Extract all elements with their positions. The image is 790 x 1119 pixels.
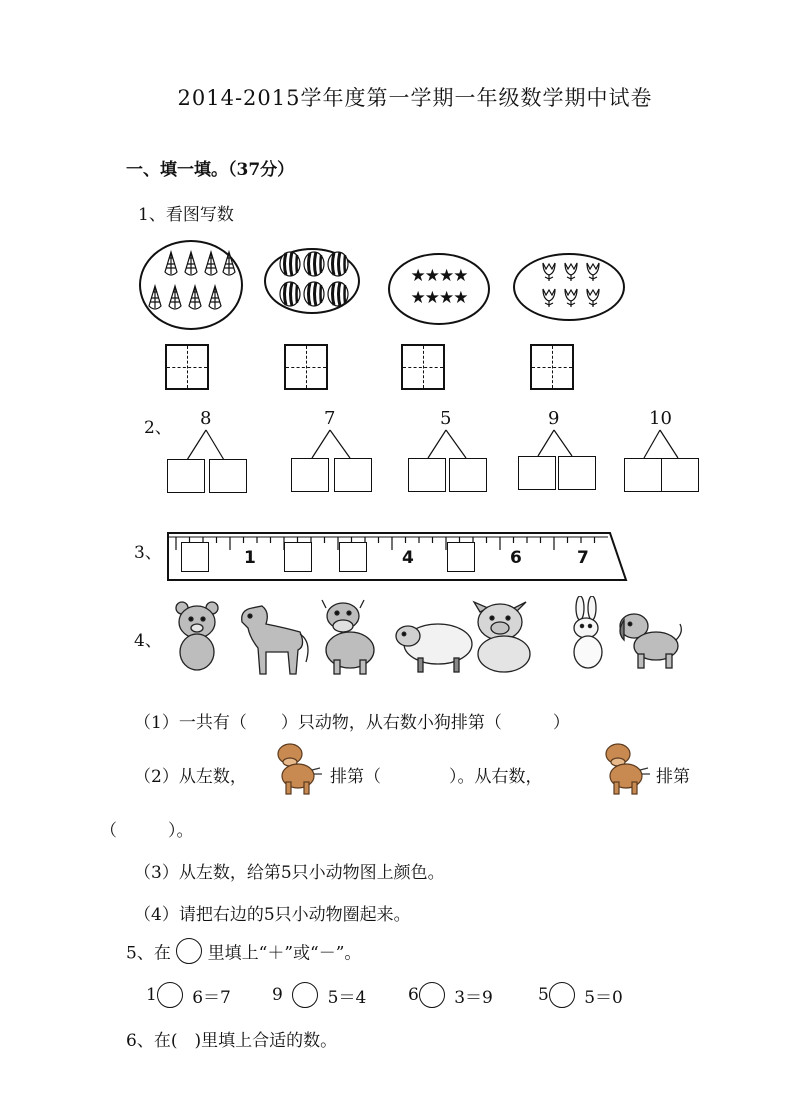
ruler-number: 7 bbox=[577, 548, 589, 568]
split-answer-box[interactable] bbox=[209, 459, 247, 493]
equation: 1 6＝7 bbox=[146, 982, 231, 1008]
pinecone-icon bbox=[223, 252, 235, 275]
question-1-label: 1、看图写数 bbox=[138, 205, 234, 225]
bear-icon bbox=[176, 602, 218, 670]
tulip-icon bbox=[543, 289, 555, 307]
ruler-answer-box[interactable] bbox=[447, 542, 475, 572]
question-4-sub-4: （4）请把右边的5只小动物圈起来。 bbox=[134, 905, 411, 925]
operator-blank[interactable] bbox=[549, 982, 575, 1008]
ruler-number: 4 bbox=[402, 548, 414, 568]
watermelon-icon bbox=[328, 282, 348, 306]
split-answer-box[interactable] bbox=[624, 458, 662, 492]
question-3-label: 3、 bbox=[134, 543, 162, 563]
question-4-sub-1: （1）一共有（ ）只动物，从右数小狗排第（ ） bbox=[134, 713, 570, 733]
operator-blank[interactable] bbox=[292, 982, 318, 1008]
split-number: 5 bbox=[440, 408, 452, 429]
sheep-icon bbox=[396, 624, 472, 672]
watermelon-icon bbox=[304, 282, 324, 306]
tulip-icon bbox=[515, 255, 623, 319]
split-answer-box[interactable] bbox=[449, 458, 487, 492]
watermelon-icon bbox=[280, 252, 300, 276]
dog-icon bbox=[620, 614, 681, 668]
tulip-icon bbox=[565, 289, 577, 307]
pig-icon bbox=[474, 602, 530, 672]
ruler-outline bbox=[164, 528, 630, 586]
answer-box-3[interactable] bbox=[401, 344, 445, 390]
watermelon-icon bbox=[328, 252, 348, 276]
equation: 9 5＝4 bbox=[272, 982, 366, 1008]
question-2-label: 2、 bbox=[144, 418, 172, 438]
picture-group-stars bbox=[388, 253, 490, 325]
split-answer-box[interactable] bbox=[408, 458, 446, 492]
split-number: 9 bbox=[548, 408, 560, 429]
watermelon-icon bbox=[304, 252, 324, 276]
split-answer-box[interactable] bbox=[661, 458, 699, 492]
pinecone-icon bbox=[165, 252, 177, 275]
number-split-area bbox=[160, 408, 720, 503]
pinecone-icon bbox=[189, 286, 201, 309]
split-answer-box[interactable] bbox=[334, 458, 372, 492]
equation: 6 3＝9 bbox=[408, 982, 493, 1008]
answer-box-4[interactable] bbox=[530, 344, 574, 390]
page-title: 2014-2015学年度第一学期一年级数学期中试卷 bbox=[177, 86, 653, 110]
animal-row bbox=[168, 596, 684, 676]
split-answer-box[interactable] bbox=[558, 456, 596, 490]
question-4-sub-2-middle: 排第（ ）。从右数， bbox=[330, 767, 543, 787]
operator-blank[interactable] bbox=[419, 982, 445, 1008]
operator-blank[interactable] bbox=[157, 982, 183, 1008]
split-answer-box[interactable] bbox=[291, 458, 329, 492]
question-4-sub-2-end: 排第 bbox=[656, 767, 690, 787]
ruler-answer-box[interactable] bbox=[339, 542, 367, 572]
equation: 5 5＝0 bbox=[538, 982, 623, 1008]
tulip-icon bbox=[587, 289, 599, 307]
tulip-icon bbox=[565, 263, 577, 281]
picture-group-watermelons bbox=[264, 248, 360, 314]
split-number: 8 bbox=[200, 408, 212, 429]
ruler-number: 6 bbox=[510, 548, 522, 568]
pinecone-icon bbox=[205, 252, 217, 275]
question-5-label: 5、在 里填上“＋”或“－”。 bbox=[126, 938, 361, 964]
split-number: 10 bbox=[649, 408, 672, 429]
picture-group-pinecones bbox=[139, 240, 243, 330]
question-4-sub-2-start: （2）从左数， bbox=[134, 767, 247, 787]
ruler-answer-box[interactable] bbox=[181, 542, 209, 572]
pinecone-icon bbox=[141, 242, 241, 328]
question-4-sub-2-answer: （ ）。 bbox=[100, 821, 194, 841]
question-4-sub-3: （3）从左数，给第5只小动物图上颜色。 bbox=[134, 863, 445, 883]
number-ruler bbox=[164, 528, 630, 586]
rabbit-icon bbox=[574, 596, 602, 668]
blank-circle-example bbox=[176, 938, 202, 964]
split-answer-box[interactable] bbox=[518, 456, 556, 490]
question-4-label: 4、 bbox=[134, 631, 162, 651]
pinecone-icon bbox=[169, 286, 181, 309]
picture-group-tulips bbox=[513, 253, 625, 321]
ruler-answer-box[interactable] bbox=[284, 542, 312, 572]
cow-icon bbox=[322, 600, 374, 674]
star-icon: ★★★★ ★★★★ bbox=[410, 266, 468, 308]
answer-box-2[interactable] bbox=[284, 344, 328, 390]
horse-icon bbox=[242, 606, 308, 674]
watermelon-icon bbox=[266, 250, 358, 312]
ruler-number: 1 bbox=[244, 548, 256, 568]
cow-icon bbox=[272, 740, 324, 796]
tulip-icon bbox=[543, 263, 555, 281]
split-number: 7 bbox=[324, 408, 336, 429]
tulip-icon bbox=[587, 263, 599, 281]
split-answer-box[interactable] bbox=[167, 459, 205, 493]
pinecone-icon bbox=[149, 286, 161, 309]
answer-box-1[interactable] bbox=[165, 344, 209, 390]
cow-icon bbox=[600, 740, 652, 796]
watermelon-icon bbox=[280, 282, 300, 306]
pinecone-icon bbox=[209, 286, 221, 309]
question-6-label: 6、在( )里填上合适的数。 bbox=[126, 1031, 338, 1051]
pinecone-icon bbox=[185, 252, 197, 275]
section-heading: 一、填一填。（37分） bbox=[126, 160, 295, 180]
